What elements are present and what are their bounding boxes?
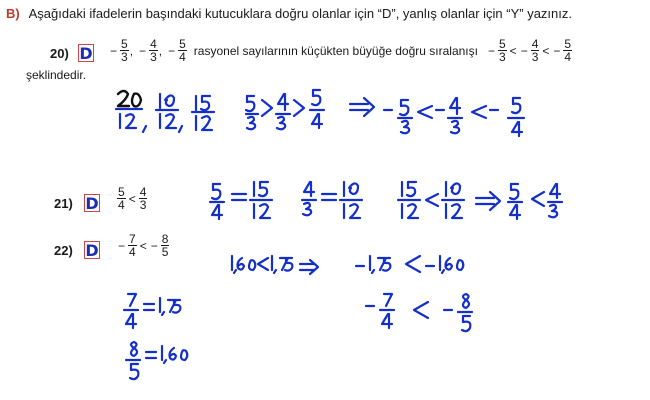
question-20-text: rasyonel sayılarının küçükten büyüğe doğru sıralanışı bbox=[193, 43, 478, 58]
question-number-22: 22) bbox=[54, 243, 73, 258]
handwriting-q22-line3 bbox=[366, 294, 472, 331]
fraction: $\frac{5}{4}$ bbox=[179, 37, 186, 64]
question-21-statement: $\frac{5}{4}$ < $\frac{4}{3}$ bbox=[118, 185, 147, 212]
question-20-tail: şeklindedir. bbox=[26, 68, 87, 82]
question-number-21: 21) bbox=[54, 196, 73, 211]
fraction: $\frac{4}{3}$ bbox=[531, 37, 539, 64]
handwriting-q22-line1 bbox=[232, 256, 463, 274]
fraction: $\frac{5}{3}$ bbox=[498, 37, 506, 64]
handwriting-q20-line2 bbox=[246, 90, 524, 136]
fraction: $\frac{5}{4}$ bbox=[564, 37, 572, 64]
section-label: B) bbox=[6, 6, 20, 21]
handwriting-q21-line bbox=[210, 182, 562, 219]
fraction: $\frac{4}{3}$ bbox=[150, 37, 157, 64]
fraction: $\frac{8}{5}$ bbox=[161, 232, 169, 259]
answer-letter-22: D bbox=[85, 241, 99, 260]
question-20-statement: − $\frac{5}{3}$ , − $\frac{4}{3}$ , − $\frac{5}{4}$ rasyonel sayılarının küçükten büyüğe doğru sıralanışı − $\frac{5}{3}$ < − $\frac{4}{3}$ < − $\frac{5}{4}$ bbox=[110, 37, 572, 64]
answer-letter-21: D bbox=[85, 194, 99, 213]
fraction: $\frac{5}{4}$ bbox=[118, 185, 125, 212]
answer-letter-20: D bbox=[79, 44, 93, 63]
question-number-20: 20) bbox=[50, 46, 69, 61]
fraction: $\frac{5}{3}$ bbox=[121, 37, 128, 64]
question-22-statement: − $\frac{7}{4}$ < − $\frac{8}{5}$ bbox=[118, 232, 169, 259]
instruction-text: Aşağıdaki ifadelerin başındaki kutucuklara doğru olanlar için “D”, yanlış olanlar için “Y” yazınız. bbox=[28, 6, 572, 21]
handwriting-q22-line4 bbox=[126, 342, 187, 379]
handwriting-q22-line2 bbox=[124, 294, 180, 328]
handwriting-q20-line1 bbox=[116, 91, 214, 132]
fraction: $\frac{7}{4}$ bbox=[129, 232, 136, 259]
fraction: $\frac{4}{3}$ bbox=[139, 185, 147, 212]
